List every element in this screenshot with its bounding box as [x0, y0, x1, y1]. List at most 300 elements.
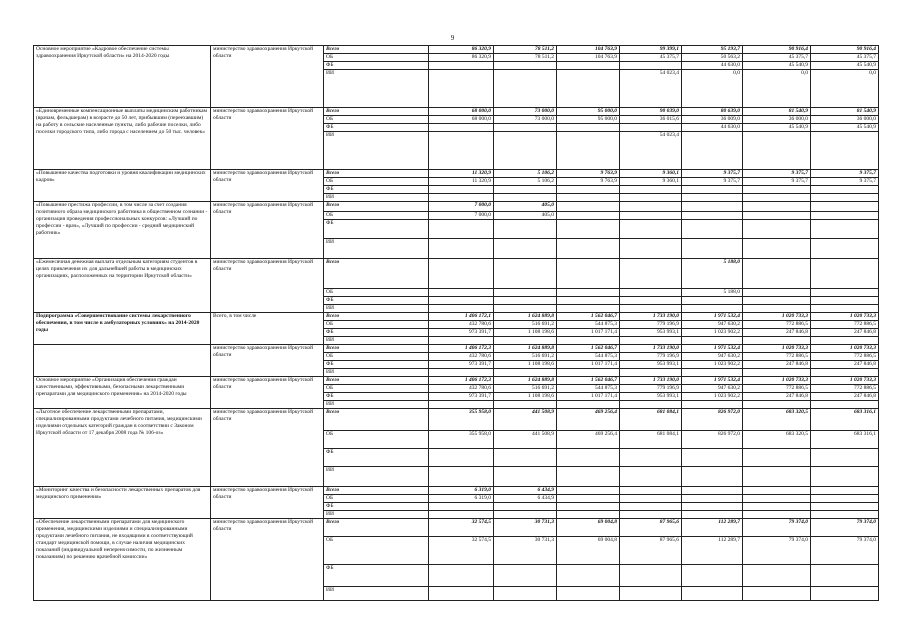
amount-cell: 779 196,9 [620, 353, 682, 361]
amount-cell [494, 132, 557, 170]
amount-cell [682, 239, 743, 259]
amount-cell [811, 132, 879, 170]
amount-cell [682, 132, 743, 170]
budget-table [33, 45, 879, 601]
amount-cell [429, 239, 494, 259]
amount-cell: 9 375,7 [682, 170, 743, 178]
amount-cell [743, 194, 811, 202]
amount-cell [429, 220, 494, 239]
amount-cell [494, 186, 557, 194]
amount-cell [620, 212, 682, 220]
amount-cell [429, 305, 494, 313]
amount-cell [743, 259, 811, 289]
table-body [34, 46, 879, 601]
amount-cell [620, 467, 682, 487]
amount-cell: 247 846,8 [743, 329, 811, 337]
amount-cell: 1 017 171,4 [557, 393, 620, 401]
funding-source: Всего [324, 377, 429, 385]
amount-cell: 947 630,2 [682, 321, 743, 329]
amount-cell: 441 508,9 [494, 431, 557, 449]
amount-cell [620, 495, 682, 503]
amount-cell: 973 391,7 [429, 361, 494, 369]
amount-cell: 516 691,2 [494, 353, 557, 361]
amount-cell: 87 965,6 [620, 519, 682, 537]
funding-source: Всего [324, 345, 429, 353]
executor: министерство здравоохранения Иркутской области [211, 46, 324, 108]
amount-cell [743, 511, 811, 519]
executor: министерство здравоохранения Иркутской области [211, 170, 324, 202]
amount-cell [620, 220, 682, 239]
amount-cell: 0,0 [811, 70, 879, 108]
funding-source: Всего [324, 202, 429, 212]
amount-cell [494, 449, 557, 467]
funding-source: ИИ [324, 305, 429, 313]
amount-cell: 355 958,0 [429, 409, 494, 431]
amount-cell [682, 220, 743, 239]
amount-cell [429, 337, 494, 345]
amount-cell: 772 886,5 [811, 353, 879, 361]
funding-source: ИИ [324, 194, 429, 202]
amount-cell: 953 993,1 [620, 361, 682, 369]
amount-cell [620, 449, 682, 467]
measure-name: Подпрограмма «Совершенствование системы лекарственного обеспечения, в том числе в амбулаторных условиях» на 2014-2020 годы [34, 313, 211, 345]
amount-cell [557, 449, 620, 467]
amount-cell: 80 639,0 [682, 108, 743, 116]
table-row [34, 202, 879, 212]
amount-cell [429, 565, 494, 587]
amount-cell: 5 106,2 [494, 178, 557, 186]
amount-cell [429, 587, 494, 601]
amount-cell [811, 449, 879, 467]
amount-cell: 6 319,0 [429, 487, 494, 495]
amount-cell [682, 401, 743, 409]
amount-cell: 1 562 046,7 [557, 377, 620, 385]
measure-name: Основное мероприятие «Кадровое обеспечение системы здравоохранения Иркутской области» на 2014-2020 годы [34, 46, 211, 108]
amount-cell [811, 220, 879, 239]
amount-cell [743, 565, 811, 587]
amount-cell: 1 017 171,4 [557, 361, 620, 369]
amount-cell [620, 194, 682, 202]
amount-cell: 772 886,5 [743, 385, 811, 393]
funding-source: ОБ [324, 495, 429, 503]
funding-source: ФБ [324, 220, 429, 239]
amount-cell: 947 630,2 [682, 385, 743, 393]
amount-cell [811, 495, 879, 503]
amount-cell: 1 624 889,8 [494, 345, 557, 353]
amount-cell [429, 124, 494, 132]
amount-cell: 81 540,9 [811, 108, 879, 116]
funding-source: ОБ [324, 212, 429, 220]
amount-cell [811, 186, 879, 194]
measure-name: «Единовременные компенсационные выплаты медицинским работникам (врачам, фельдшерам) в возрасте до 50 лет, прибывшим (переехавшим) на работу в сельские населенные пункты, либо рабочие поселки, либо поселки городского типа, либо города с населением до 50 тыс. человек» [34, 108, 211, 170]
amount-cell: 44 630,0 [682, 62, 743, 70]
funding-source: ФБ [324, 361, 429, 369]
amount-cell: 1 971 532,4 [682, 377, 743, 385]
amount-cell: 405,0 [494, 202, 557, 212]
amount-cell: 544 875,3 [557, 353, 620, 361]
funding-source: ФБ [324, 186, 429, 194]
amount-cell [429, 511, 494, 519]
amount-cell: 544 875,3 [557, 385, 620, 393]
amount-cell [494, 565, 557, 587]
amount-cell [743, 337, 811, 345]
amount-cell: 1 108 198,6 [494, 393, 557, 401]
amount-cell: 683 320,5 [743, 431, 811, 449]
table-row [34, 170, 879, 178]
amount-cell [429, 259, 494, 289]
funding-source: ИИ [324, 337, 429, 345]
amount-cell: 1 562 046,7 [557, 313, 620, 321]
amount-cell: 1 733 190,0 [620, 377, 682, 385]
amount-cell: 9 375,7 [811, 170, 879, 178]
amount-cell [743, 239, 811, 259]
amount-cell: 9 375,7 [743, 170, 811, 178]
amount-cell: 247 846,8 [743, 393, 811, 401]
amount-cell: 432 780,6 [429, 321, 494, 329]
amount-cell: 1 733 190,0 [620, 345, 682, 353]
amount-cell: 5 106,2 [494, 170, 557, 178]
amount-cell: 79 374,0 [743, 519, 811, 537]
amount-cell: 30 731,3 [494, 537, 557, 565]
amount-cell [682, 194, 743, 202]
amount-cell: 469 256,4 [557, 431, 620, 449]
amount-cell: 36 000,0 [743, 116, 811, 124]
funding-source: ОБ [324, 537, 429, 565]
funding-source: ФБ [324, 449, 429, 467]
amount-cell: 1 406 172,3 [429, 377, 494, 385]
amount-cell [557, 212, 620, 220]
amount-cell: 432 780,6 [429, 353, 494, 361]
amount-cell [494, 124, 557, 132]
amount-cell [620, 305, 682, 313]
amount-cell: 99 399,1 [620, 46, 682, 54]
funding-source: ФБ [324, 503, 429, 511]
amount-cell: 81 540,9 [743, 108, 811, 116]
funding-source: ФБ [324, 565, 429, 587]
amount-cell: 1 733 190,0 [620, 313, 682, 321]
amount-cell [743, 305, 811, 313]
measure-name [34, 345, 211, 377]
amount-cell [494, 289, 557, 297]
amount-cell: 50 563,2 [682, 54, 743, 62]
executor: министерство здравоохранения Иркутской области [211, 409, 324, 487]
amount-cell [557, 587, 620, 601]
amount-cell: 779 196,9 [620, 321, 682, 329]
amount-cell [494, 467, 557, 487]
amount-cell: 95 000,0 [557, 116, 620, 124]
amount-cell [494, 220, 557, 239]
amount-cell [429, 467, 494, 487]
amount-cell: 441 508,9 [494, 409, 557, 431]
funding-source: ИИ [324, 239, 429, 259]
amount-cell: 683 316,1 [811, 409, 879, 431]
funding-source: ОБ [324, 353, 429, 361]
funding-source: Всего [324, 108, 429, 116]
amount-cell [429, 194, 494, 202]
amount-cell: 953 993,1 [620, 329, 682, 337]
amount-cell [682, 305, 743, 313]
funding-source: ИИ [324, 587, 429, 601]
funding-source: ОБ [324, 321, 429, 329]
funding-source: ОБ [324, 289, 429, 297]
funding-source: ИИ [324, 132, 429, 170]
amount-cell: 772 886,5 [743, 321, 811, 329]
amount-cell: 54 023,4 [620, 132, 682, 170]
amount-cell: 45 375,7 [811, 54, 879, 62]
funding-source: Всего [324, 259, 429, 289]
amount-cell [811, 212, 879, 220]
amount-cell [494, 305, 557, 313]
table-row [34, 46, 879, 54]
amount-cell [620, 565, 682, 587]
amount-cell [811, 259, 879, 289]
executor: Всего, в том числе [211, 313, 324, 345]
amount-cell [682, 337, 743, 345]
amount-cell: 104 763,9 [557, 54, 620, 62]
funding-source: ИИ [324, 511, 429, 519]
amount-cell [743, 202, 811, 212]
amount-cell [682, 487, 743, 495]
amount-cell: 112 289,7 [682, 519, 743, 537]
amount-cell: 90 916,4 [811, 46, 879, 54]
amount-cell: 1 624 889,8 [494, 377, 557, 385]
amount-cell: 683 320,5 [743, 409, 811, 431]
funding-source: ИИ [324, 369, 429, 377]
amount-cell [557, 289, 620, 297]
amount-cell: 95 193,7 [682, 46, 743, 54]
amount-cell: 1 406 172,1 [429, 313, 494, 321]
amount-cell [557, 511, 620, 519]
amount-cell [682, 511, 743, 519]
amount-cell: 68 000,0 [429, 108, 494, 116]
amount-cell [494, 503, 557, 511]
amount-cell: 516 691,2 [494, 385, 557, 393]
amount-cell [429, 369, 494, 377]
amount-cell [429, 70, 494, 108]
amount-cell [557, 194, 620, 202]
amount-cell [557, 467, 620, 487]
amount-cell [620, 124, 682, 132]
amount-cell: 1 971 532,4 [682, 313, 743, 321]
amount-cell: 973 391,7 [429, 393, 494, 401]
amount-cell [682, 202, 743, 212]
amount-cell: 6 434,9 [494, 487, 557, 495]
amount-cell: 90 039,0 [620, 108, 682, 116]
page-number: 9 [450, 34, 455, 42]
amount-cell: 86 320,9 [429, 46, 494, 54]
amount-cell [557, 487, 620, 495]
amount-cell: 45 375,7 [743, 54, 811, 62]
amount-cell: 54 023,4 [620, 70, 682, 108]
amount-cell: 1 020 733,3 [811, 313, 879, 321]
amount-cell [811, 297, 879, 305]
amount-cell: 1 020 733,3 [743, 377, 811, 385]
amount-cell [743, 220, 811, 239]
amount-cell [557, 70, 620, 108]
amount-cell: 36 009,0 [682, 116, 743, 124]
table-row [34, 487, 879, 495]
amount-cell: 36 015,6 [620, 116, 682, 124]
amount-cell [494, 70, 557, 108]
amount-cell: 9 375,7 [811, 178, 879, 186]
amount-cell: 247 846,8 [743, 361, 811, 369]
amount-cell [429, 132, 494, 170]
amount-cell [811, 467, 879, 487]
amount-cell: 78 511,2 [494, 54, 557, 62]
amount-cell: 11 320,9 [429, 178, 494, 186]
amount-cell [557, 220, 620, 239]
amount-cell [620, 401, 682, 409]
amount-cell [682, 297, 743, 305]
amount-cell: 779 196,9 [620, 385, 682, 393]
amount-cell [620, 587, 682, 601]
funding-source: Всего [324, 409, 429, 431]
funding-source: ОБ [324, 431, 429, 449]
measure-name: «Мониторинг качества и безопасности лекарственных препаратов для медицинского применения» [34, 487, 211, 519]
amount-cell: 112 289,7 [682, 537, 743, 565]
amount-cell [494, 511, 557, 519]
executor: министерство здравоохранения Иркутской области [211, 345, 324, 377]
amount-cell: 1 017 171,4 [557, 329, 620, 337]
amount-cell [557, 132, 620, 170]
amount-cell: 45 540,9 [811, 124, 879, 132]
amount-cell: 0,0 [682, 70, 743, 108]
amount-cell [557, 495, 620, 503]
amount-cell [682, 186, 743, 194]
amount-cell: 9 360,1 [620, 178, 682, 186]
amount-cell [494, 401, 557, 409]
amount-cell [429, 297, 494, 305]
executor: министерство здравоохранения Иркутской области [211, 108, 324, 170]
amount-cell: 1 023 902,2 [682, 393, 743, 401]
amount-cell: 683 316,1 [811, 431, 879, 449]
amount-cell [743, 297, 811, 305]
amount-cell [557, 401, 620, 409]
amount-cell [682, 467, 743, 487]
amount-cell [620, 186, 682, 194]
amount-cell: 9 763,9 [557, 170, 620, 178]
amount-cell [811, 305, 879, 313]
amount-cell [811, 239, 879, 259]
amount-cell [682, 449, 743, 467]
amount-cell: 681 084,1 [620, 409, 682, 431]
amount-cell: 68 000,0 [429, 116, 494, 124]
amount-cell [620, 202, 682, 212]
amount-cell: 247 846,8 [811, 329, 879, 337]
amount-cell [811, 194, 879, 202]
amount-cell: 1 108 198,6 [494, 361, 557, 369]
amount-cell [743, 467, 811, 487]
amount-cell [743, 212, 811, 220]
amount-cell: 947 630,2 [682, 353, 743, 361]
amount-cell: 247 846,8 [811, 361, 879, 369]
amount-cell [429, 186, 494, 194]
funding-source: Всего [324, 487, 429, 495]
amount-cell: 826 972,0 [682, 409, 743, 431]
measure-name: «Льготное обеспечение лекарственными препаратами, специализированными продуктами лечебного питания, медицинскими изделиями отдельных категорий граждан в соответствии с Законом Иркутской области от 17 декабря 2008 года № 106-оз» [34, 409, 211, 487]
amount-cell [743, 495, 811, 503]
amount-cell [557, 124, 620, 132]
amount-cell [811, 565, 879, 587]
amount-cell: 79 374,0 [811, 519, 879, 537]
funding-source: ФБ [324, 62, 429, 70]
amount-cell: 1 108 198,6 [494, 329, 557, 337]
measure-name: «Повышение качества подготовки и уровня квалификации медицинских кадров» [34, 170, 211, 202]
amount-cell [557, 62, 620, 70]
amount-cell: 30 731,3 [494, 519, 557, 537]
amount-cell: 772 886,5 [811, 385, 879, 393]
funding-source: ФБ [324, 393, 429, 401]
amount-cell [620, 487, 682, 495]
amount-cell [620, 511, 682, 519]
amount-cell: 90 916,4 [743, 46, 811, 54]
amount-cell: 9 763,9 [557, 178, 620, 186]
amount-cell [682, 565, 743, 587]
measure-name: «Повышение престижа профессии, в том числе за счет создания позитивного образа медицинского работника в общественном сознании - организация проведения профессиональных конкурсов: «Лучший по профессии - врач», «Лучший по профессии - средний медицинский работник» [34, 202, 211, 259]
amount-cell [743, 587, 811, 601]
funding-source: ФБ [324, 297, 429, 305]
funding-source: Всего [324, 313, 429, 321]
amount-cell [494, 62, 557, 70]
table-row [34, 108, 879, 116]
amount-cell [429, 503, 494, 511]
amount-cell [620, 239, 682, 259]
amount-cell: 7 000,0 [429, 202, 494, 212]
amount-cell: 772 886,5 [743, 353, 811, 361]
amount-cell: 45 540,9 [743, 124, 811, 132]
amount-cell [682, 369, 743, 377]
amount-cell: 1 971 532,4 [682, 345, 743, 353]
amount-cell: 78 511,2 [494, 46, 557, 54]
funding-source: ОБ [324, 178, 429, 186]
amount-cell: 1 562 046,7 [557, 345, 620, 353]
amount-cell [811, 503, 879, 511]
table-row [34, 519, 879, 537]
funding-source: ИИ [324, 467, 429, 487]
table-row [34, 313, 879, 321]
amount-cell [557, 202, 620, 212]
measure-name: Основное мероприятие «Организация обеспечения граждан качественными, эффективными, безопасными лекарственными препаратами для медицинского применения» на 2014-2020 годы [34, 377, 211, 409]
funding-source: ФБ [324, 124, 429, 132]
amount-cell [620, 62, 682, 70]
amount-cell: 36 000,0 [811, 116, 879, 124]
amount-cell: 6 434,9 [494, 495, 557, 503]
amount-cell: 11 320,9 [429, 170, 494, 178]
amount-cell: 405,0 [494, 212, 557, 220]
amount-cell [811, 337, 879, 345]
funding-source: ОБ [324, 54, 429, 62]
amount-cell [620, 369, 682, 377]
measure-name: «Ежемесячная денежная выплата отдельным категориям студентов в целях привлечения их для дальнейшей работы в медицинских организациях, расположенных на территории Иркутской области» [34, 259, 211, 313]
amount-cell [682, 495, 743, 503]
executor: министерство здравоохранения Иркутской области [211, 377, 324, 409]
amount-cell: 9 375,7 [743, 178, 811, 186]
executor: министерство здравоохранения Иркутской области [211, 487, 324, 519]
amount-cell: 32 574,5 [429, 537, 494, 565]
amount-cell: 69 004,8 [557, 537, 620, 565]
amount-cell: 95 000,0 [557, 108, 620, 116]
amount-cell [811, 202, 879, 212]
amount-cell: 1 020 733,3 [811, 345, 879, 353]
amount-cell: 544 875,3 [557, 321, 620, 329]
funding-source: ИИ [324, 401, 429, 409]
amount-cell: 516 691,2 [494, 321, 557, 329]
amount-cell: 1 020 733,3 [811, 377, 879, 385]
amount-cell [429, 62, 494, 70]
amount-cell [557, 565, 620, 587]
amount-cell [743, 401, 811, 409]
amount-cell [429, 401, 494, 409]
